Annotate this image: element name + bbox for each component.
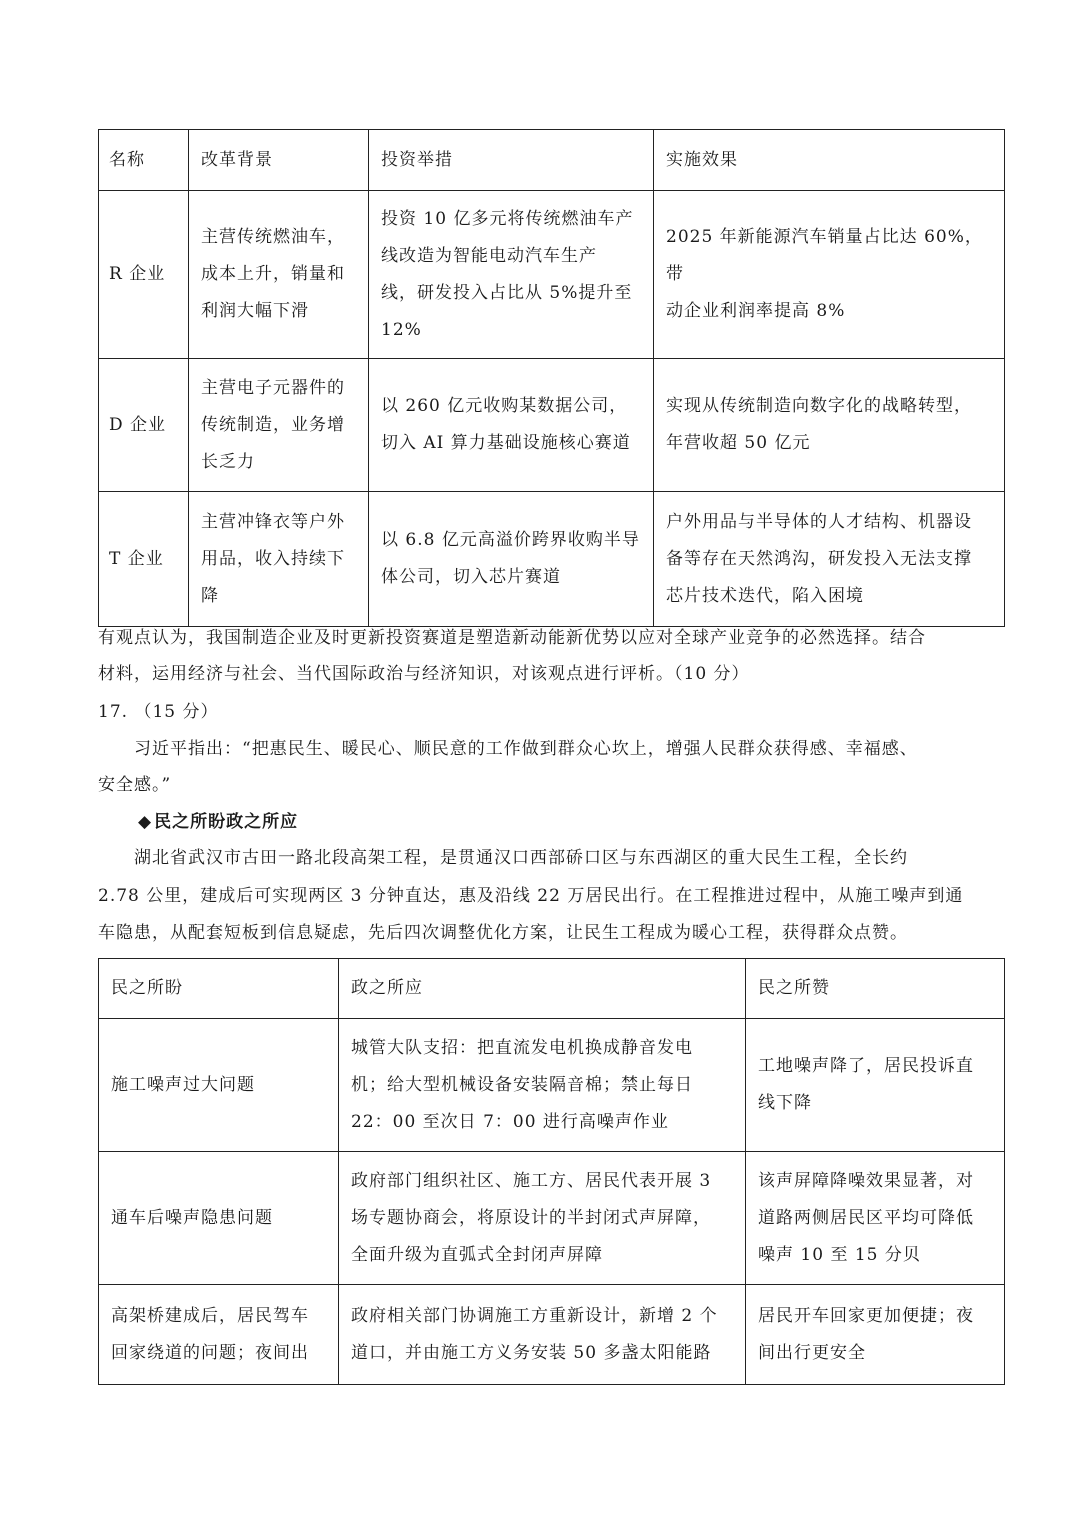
row-response xyxy=(339,1019,746,1152)
cell-line: 高架桥建成后，居民驾车 xyxy=(111,1305,309,1326)
row-praise xyxy=(746,1019,1005,1152)
row-measures xyxy=(369,191,654,359)
cell-line: 政府相关部门协调施工方重新设计，新增 2 个 xyxy=(351,1305,718,1326)
enterprise-table xyxy=(98,129,1005,627)
cell-line: 主营冲锋衣等户外 xyxy=(201,511,345,532)
cell-line: 投资 10 亿多元将传统燃油车产 xyxy=(381,208,634,229)
row-response xyxy=(339,1285,746,1385)
row-background xyxy=(189,191,369,359)
header-response: 政之所应 xyxy=(339,959,746,1019)
question17-body-line2: 2.78 公里，建成后可实现两区 3 分钟直达，惠及沿线 22 万居民出行。在工程推进过程中，从施工噪声到通 xyxy=(98,886,964,906)
cell-line: 长乏力 xyxy=(201,451,255,472)
question16-line2: 材料，运用经济与社会、当代国际政治与经济知识，对该观点进行评析。（10 分） xyxy=(98,664,750,684)
cell-line: 传统制造，业务增 xyxy=(201,414,345,435)
cell-line: 体公司，切入芯片赛道 xyxy=(381,567,561,587)
cell-line: 政府部门组织社区、施工方、居民代表开展 3 xyxy=(351,1170,712,1191)
cell-line: 通车后噪声隐患问题 xyxy=(111,1207,273,1228)
header-measures: 投资举措 xyxy=(369,130,654,191)
cell-line: 降 xyxy=(201,585,219,606)
cell-line: 线下降 xyxy=(758,1093,812,1113)
table-row xyxy=(99,191,1005,359)
header-wish: 民之所盼 xyxy=(99,959,339,1019)
cell-line: 以 6.8 亿元高溢价跨界收购半导 xyxy=(381,530,640,550)
cell-line: 机；给大型机械设备安装隔音棉；禁止每日 xyxy=(351,1074,693,1095)
row-praise xyxy=(746,1152,1005,1285)
table-row xyxy=(99,1152,1005,1285)
cell-line: 线，研发投入占比从 5%提升至 xyxy=(381,282,633,303)
cell-line: 噪声 10 至 15 分贝 xyxy=(758,1244,921,1265)
cell-line: 全面升级为直弧式全封闭声屏障 xyxy=(351,1244,603,1265)
section-title: 民之所盼政之所应 xyxy=(154,812,299,832)
row-measures xyxy=(369,492,654,627)
row-effects xyxy=(654,492,1005,627)
cell-line: 道路两侧居民区平均可降低 xyxy=(758,1207,974,1228)
table-row xyxy=(99,492,1005,627)
cell-line: 切入 AI 算力基础设施核心赛道 xyxy=(381,433,631,453)
row-name: D 企业 xyxy=(99,359,189,492)
header-praise: 民之所赞 xyxy=(746,959,1005,1019)
cell-line: 以 260 亿元收购某数据公司， xyxy=(381,396,628,416)
diamond-bullet-icon: ◆ xyxy=(138,812,153,832)
cell-line: 利润大幅下滑 xyxy=(201,301,309,321)
header-effects: 实施效果 xyxy=(654,130,1005,191)
section-heading xyxy=(98,804,1004,840)
row-name: T 企业 xyxy=(99,492,189,627)
cell-line: 工地噪声降了，居民投诉直 xyxy=(758,1056,974,1076)
question17-body-line1: 湖北省武汉市古田一路北段高架工程，是贯通汉口西部硚口区与东西湖区的重大民生工程，全长约 xyxy=(134,848,908,868)
livelihood-table xyxy=(98,958,1005,1385)
cell-line: 实现从传统制造向数字化的战略转型， xyxy=(666,396,972,416)
question17-number: 17. （15 分） xyxy=(98,702,219,722)
row-background xyxy=(189,359,369,492)
cell-line: 2025 年新能源汽车销量占比达 60%，带 xyxy=(666,227,983,284)
row-response xyxy=(339,1152,746,1285)
row-name: R 企业 xyxy=(99,191,189,359)
cell-line: 成本上升，销量和 xyxy=(201,264,345,284)
cell-line: 主营传统燃油车， xyxy=(201,227,345,247)
row-effects xyxy=(654,359,1005,492)
row-effects xyxy=(654,191,1005,359)
cell-line: 施工噪声过大问题 xyxy=(111,1074,255,1095)
cell-line: 用品，收入持续下 xyxy=(201,548,345,569)
row-wish xyxy=(99,1152,339,1285)
cell-line: 22：00 至次日 7：00 进行高噪声作业 xyxy=(351,1111,669,1132)
cell-line: 居民开车回家更加便捷；夜 xyxy=(758,1305,974,1326)
header-background: 改革背景 xyxy=(189,130,369,191)
cell-line: 户外用品与半导体的人才结构、机器设 xyxy=(666,511,972,532)
cell-line: 城管大队支招：把直流发电机换成静音发电 xyxy=(351,1037,693,1058)
cell-line: 线改造为智能电动汽车生产 xyxy=(381,245,597,266)
question17-quote-line1: 习近平指出：“把惠民生、暖民心、顺民意的工作做到群众心坎上，增强人民群众获得感、幸福感、 xyxy=(134,739,918,759)
row-background xyxy=(189,492,369,627)
question16-line1: 有观点认为，我国制造企业及时更新投资赛道是塑造新动能新优势以应对全球产业竞争的必然选择。结合 xyxy=(98,628,926,648)
table-row xyxy=(99,359,1005,492)
cell-line: 道口，并由施工方义务安装 50 多盏太阳能路 xyxy=(351,1342,712,1363)
row-wish xyxy=(99,1285,339,1385)
cell-line: 回家绕道的问题；夜间出 xyxy=(111,1342,309,1363)
table-row xyxy=(99,1285,1005,1385)
cell-line: 主营电子元器件的 xyxy=(201,377,345,398)
question17-quote-line2: 安全感。” xyxy=(98,775,172,795)
row-measures xyxy=(369,359,654,492)
table-header-row xyxy=(99,130,1005,191)
cell-line: 12% xyxy=(381,319,422,340)
row-praise xyxy=(746,1285,1005,1385)
table-header-row xyxy=(99,959,1005,1019)
cell-line: 间出行更安全 xyxy=(758,1342,866,1363)
row-wish xyxy=(99,1019,339,1152)
cell-line: 该声屏障降噪效果显著，对 xyxy=(758,1170,974,1191)
question17-body-line3: 车隐患，从配套短板到信息疑虑，先后四次调整优化方案，让民生工程成为暖心工程，获得群众点赞。 xyxy=(98,923,908,943)
cell-line: 芯片技术迭代，陷入困境 xyxy=(666,585,864,606)
table-row xyxy=(99,1019,1005,1152)
cell-line: 场专题协商会，将原设计的半封闭式声屏障， xyxy=(351,1207,711,1228)
cell-line: 年营收超 50 亿元 xyxy=(666,433,811,453)
cell-line: 备等存在天然鸿沟，研发投入无法支撑 xyxy=(666,548,972,569)
cell-line: 动企业利润率提高 8% xyxy=(666,301,846,321)
header-name: 名称 xyxy=(99,130,189,191)
